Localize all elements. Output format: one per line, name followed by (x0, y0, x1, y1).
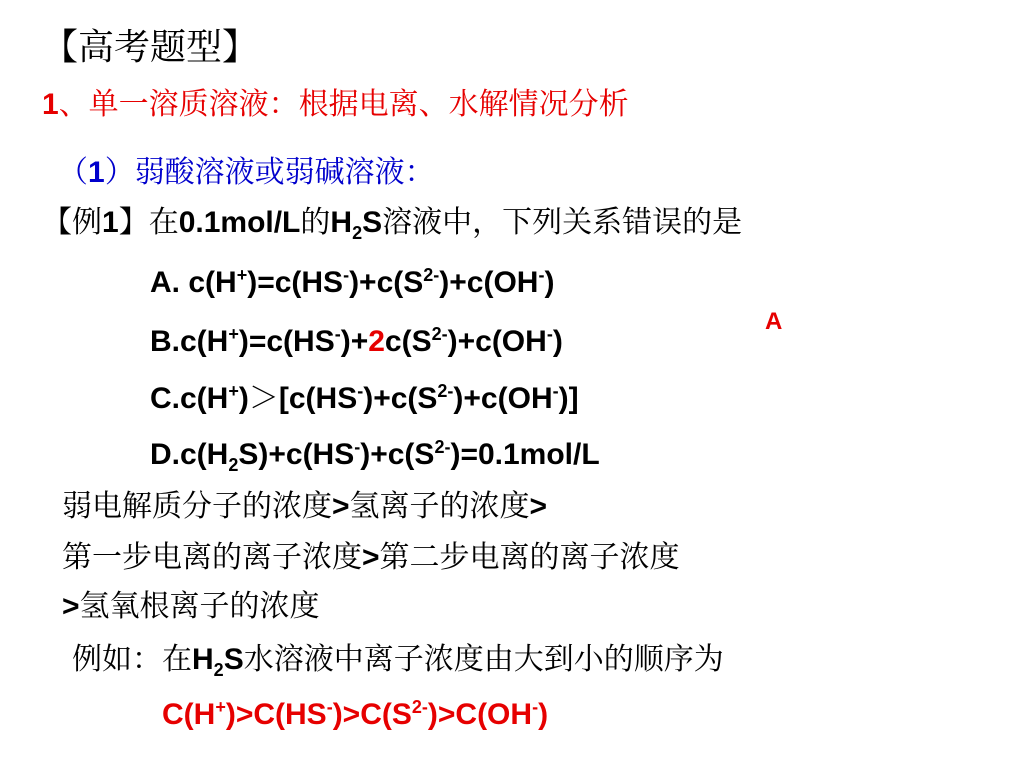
question-mid: 的 (300, 205, 331, 240)
option-a: A. $c(H^+)=c(HS^-)+c(S^{2-})+c(OH^-)$ (150, 265, 555, 299)
subheading-text: 弱酸溶液或弱碱溶液： (134, 155, 435, 190)
subheading-weak-acid-base (58, 155, 435, 190)
example-sentence: 例如：在$H_2S$水溶液中离子浓度由大到小的顺序为 (72, 642, 724, 680)
heading-text: 、单一溶质溶液：根据电离、水解情况分析 (58, 87, 629, 122)
concentration-order: $C(H^+)>C(HS^-)>C(S^{2-})>C(OH^-)$ (162, 697, 549, 731)
answer-label: A (765, 308, 783, 335)
question-number: 1 (102, 206, 119, 239)
question-bracket-open: 【例 (42, 205, 102, 240)
question-formula: $H_2S$ (330, 206, 383, 243)
paren-close: ） (104, 155, 135, 190)
heading-single-solute (42, 87, 629, 122)
title-text: 【高考题型】 (42, 27, 259, 68)
note-line-1: 弱电解质分子的浓度>氢离子的浓度> (62, 489, 548, 524)
note-line-3: >氢氧根离子的浓度 (62, 589, 320, 624)
greater-than-sign: ＞ (248, 381, 279, 416)
subheading-number: 1 (88, 156, 105, 189)
option-b: $B.c(H^+)=c(HS^-)+2c(S^{2-})+c(OH^-)$ (150, 324, 563, 358)
slide-title (42, 27, 259, 68)
question-bracket-close: 】 (118, 205, 149, 240)
note-line-2: 第一步电离的离子浓度>第二步电离的离子浓度 (62, 540, 680, 575)
question-concentration: 0.1mol/L (178, 206, 301, 239)
example-question (42, 205, 743, 243)
coefficient-two: 2 (368, 325, 385, 358)
heading-number: 1 (42, 88, 59, 121)
question-post: 溶液中，下列关系错误的是 (382, 205, 743, 240)
option-c: $C.c(H^+)>[c(HS^-)+c(S^{2-})+c(OH^-)]$ (150, 381, 579, 416)
option-d: $D.c(H_2S)+c(HS^-)+c(S^{2-})=0.1mol/L$ (150, 437, 600, 475)
example-formula: $H_2S$ (192, 643, 244, 680)
question-pre: 在 (148, 205, 179, 240)
paren-open: （ (58, 155, 88, 190)
